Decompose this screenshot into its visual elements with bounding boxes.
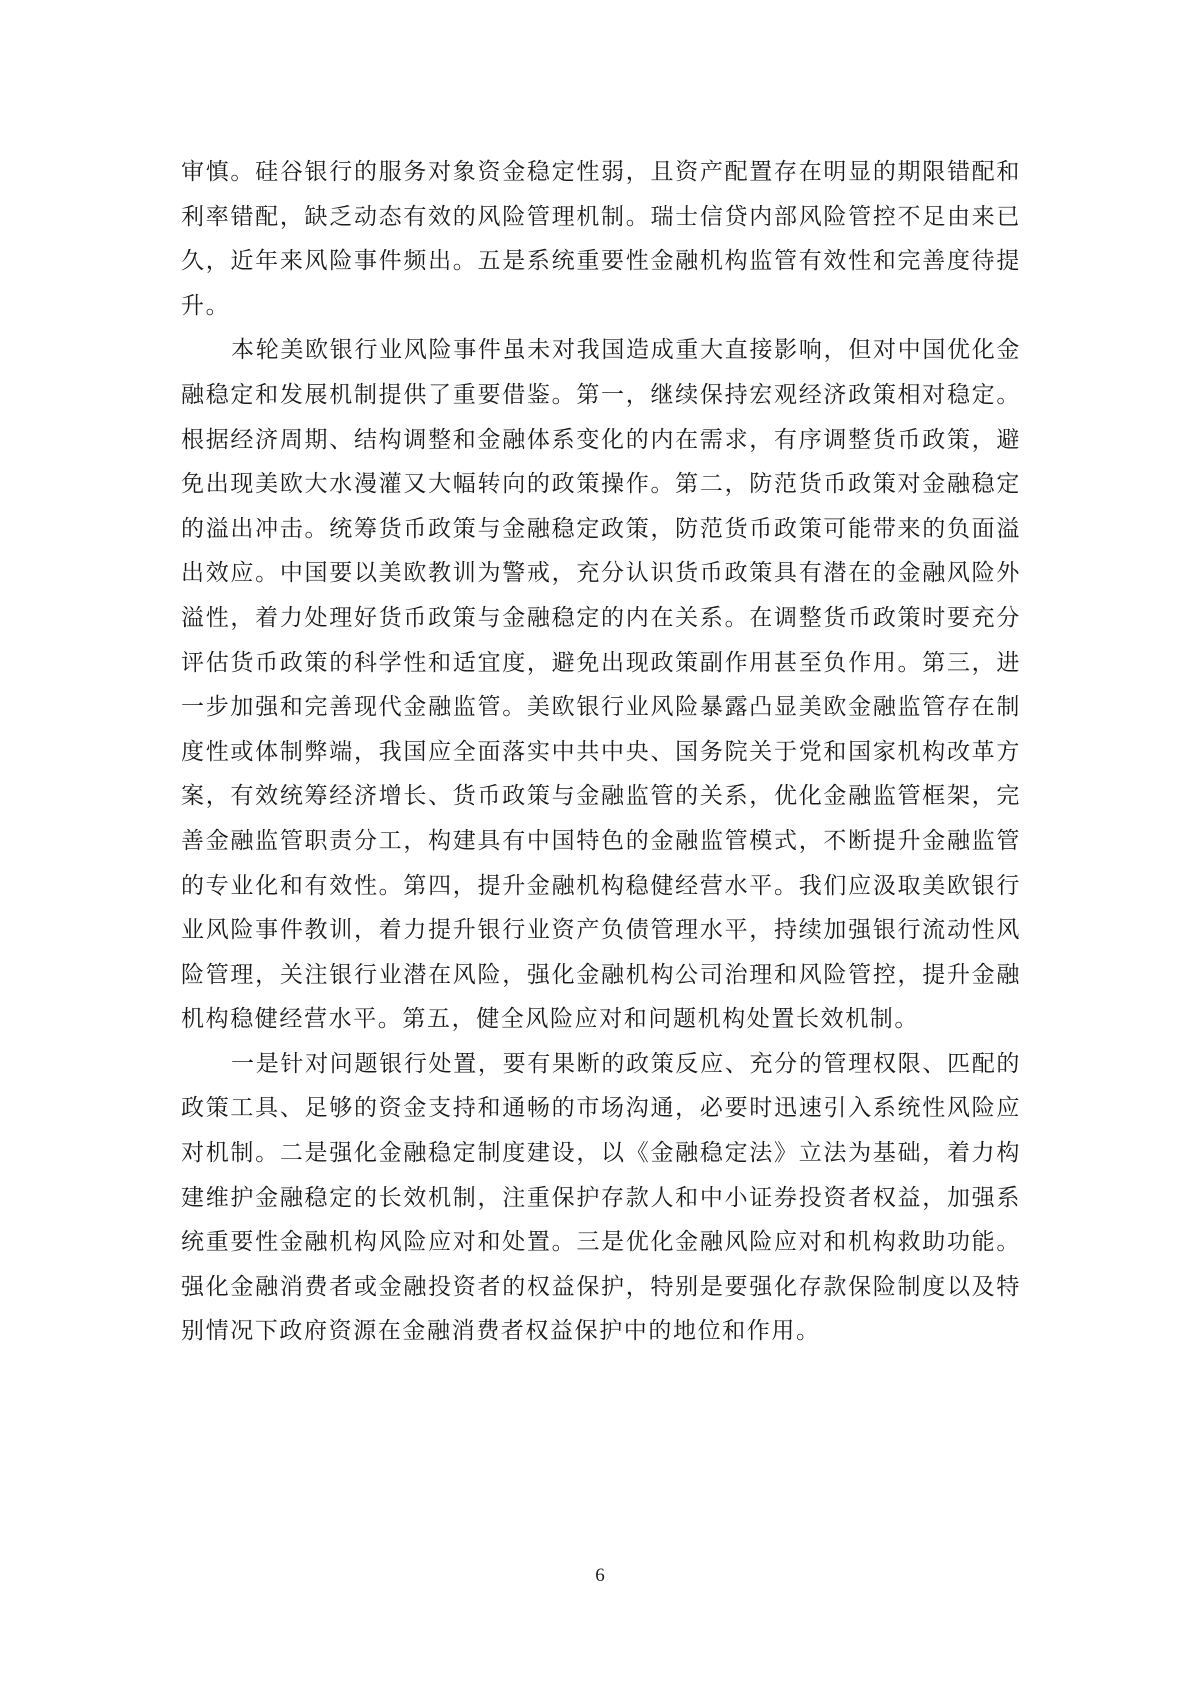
page-number: 6 [595, 1565, 605, 1586]
paragraph-lessons: 本轮美欧银行业风险事件虽未对我国造成重大直接影响，但对中国优化金融稳定和发展机制提供了重要借鉴。第一，继续保持宏观经济政策相对稳定。根据经济周期、结构调整和金融体系变化的内在需求，有序调整货币政策，避免出现美欧大水漫灌又大幅转向的政策操作。第二，防范货币政策对金融稳定的溢出冲击。统筹货币政策与金融稳定政策，防范货币政策可能带来的负面溢出效应。中国要以美欧教训为警戒，充分认识货币政策具有潜在的金融风险外溢性，着力处理好货币政策与金融稳定的内在关系。在调整货币政策时要充分评估货币政策的科学性和适宜度，避免出现政策副作用甚至负作用。第三，进一步加强和完善现代金融监管。美欧银行业风险暴露凸显美欧金融监管存在制度性或体制弊端，我国应全面落实中共中央、国务院关于党和国家机构改革方案，有效统筹经济增长、货币政策与金融监管的关系，优化金融监管框架，完善金融监管职责分工，构建具有中国特色的金融监管模式，不断提升金融监管的专业化和有效性。第四，提升金融机构稳健经营水平。我们应汲取美欧银行业风险事件教训，着力提升银行业资产负债管理水平，持续加强银行流动性风险管理，关注银行业潜在风险，强化金融机构公司治理和风险管控，提升金融机构稳健经营水平。第五，健全风险应对和问题机构处置长效机制。 [181, 337, 1021, 1033]
paragraph-measures: 一是针对问题银行处置，要有果断的政策反应、充分的管理权限、匹配的政策工具、足够的资金支持和通畅的市场沟通，必要时迅速引入系统性风险应对机制。二是强化金融稳定制度建设，以《金融稳定法》立法为基础，着力构建维护金融稳定的长效机制，注重保护存款人和中小证券投资者权益，加强系统重要性金融机构风险应对和处置。三是优化金融风险应对和机构救助功能。强化金融消费者或金融投资者的权益保护，特别是要强化存款保险制度以及特别情况下政府资源在金融消费者权益保护中的地位和作用。 [181, 1050, 1021, 1345]
body-text [181, 150, 1021, 1354]
paragraph-continued: 审慎。硅谷银行的服务对象资金稳定性弱，且资产配置存在明显的期限错配和利率错配，缺乏动态有效的风险管理机制。瑞士信贷内部风险管控不足由来已久，近年来风险事件频出。五是系统重要性金融机构监管有效性和完善度待提升。 [181, 159, 1021, 319]
